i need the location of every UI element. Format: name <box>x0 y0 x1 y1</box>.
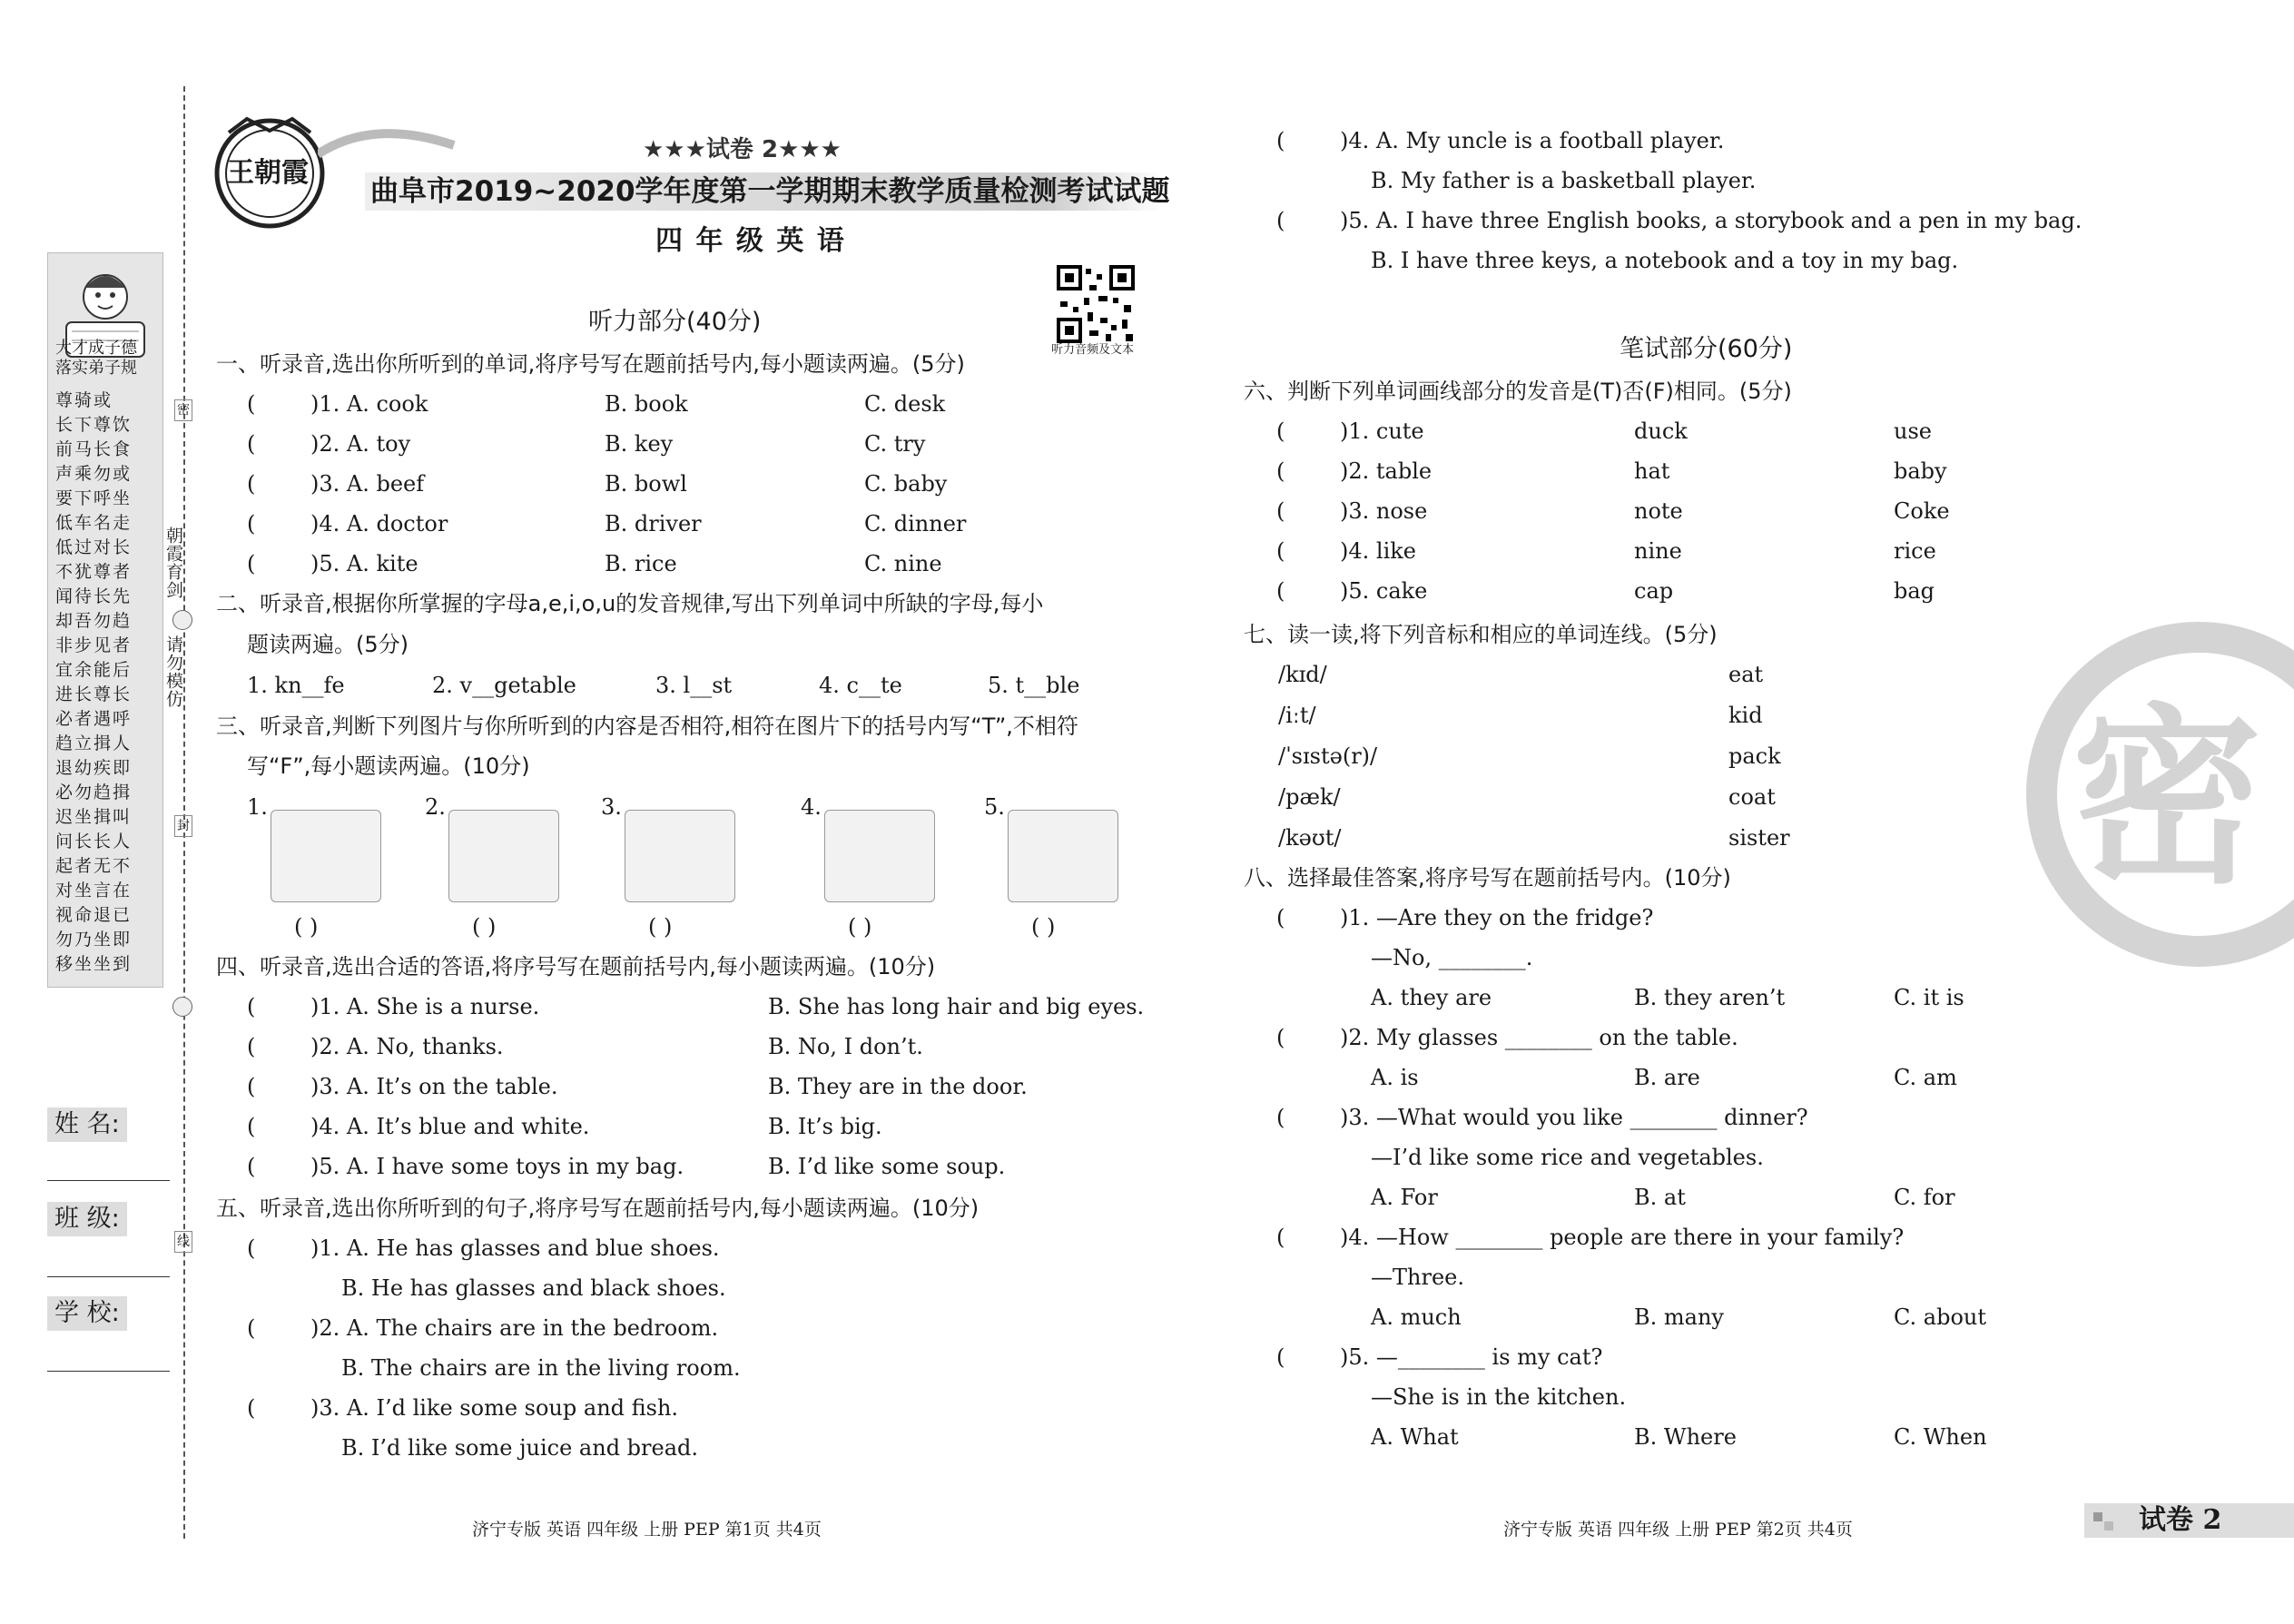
name-label: 姓 名: <box>54 1110 120 1138</box>
s3-answer-paren[interactable]: ( ) <box>294 914 319 940</box>
section-1-title: 一、听录音,选出你所听到的单词,将序号写在题前括号内,每小题读两遍。(5分) <box>216 351 965 377</box>
s8-response: —I’d like some rice and vegetables. <box>1371 1145 1764 1170</box>
s7-phonetic: /kɪd/ <box>1278 662 1327 687</box>
paper-tag: ★★★试卷 2★★★ <box>643 136 842 163</box>
answer-paren-s8[interactable]: ( <box>1276 1025 1285 1050</box>
answer-paren-s1[interactable]: ( <box>247 511 256 536</box>
s8-option-b: B. are <box>1634 1065 1700 1090</box>
s1-option-c: C. desk <box>864 391 946 417</box>
answer-paren-s6[interactable]: ( <box>1276 538 1285 564</box>
poem-line: 问长长人 <box>55 832 133 851</box>
poem-line: 要下呼坐 <box>55 488 133 508</box>
s4-option-a: )1. A. She is a nurse. <box>310 994 540 1019</box>
s8-option-c: C. When <box>1894 1424 1987 1450</box>
s6-word-3: baby <box>1894 458 1947 484</box>
poem-line: 视命退已 <box>55 905 133 925</box>
exam-title: 曲阜市2019~2020学年度第一学期期末教学质量检测考试试题 <box>370 175 1170 208</box>
s7-phonetic: /iːt/ <box>1278 703 1316 728</box>
answer-paren-s1[interactable]: ( <box>247 391 256 417</box>
s7-phonetic: /kəʊt/ <box>1278 825 1342 851</box>
s6-word-1: )1. cute <box>1340 418 1424 444</box>
s3-answer-paren[interactable]: ( ) <box>648 914 673 940</box>
answer-paren-s6[interactable]: ( <box>1276 578 1285 604</box>
s6-word-3: use <box>1894 418 1932 444</box>
poem-line: 迟坐揖叫 <box>55 807 133 827</box>
s2-word: 5. t__ble <box>988 673 1080 698</box>
writing-part-title: 笔试部分(60分) <box>1620 335 1793 363</box>
poem-line: 却吾勿趋 <box>55 611 133 631</box>
s1-option-b: B. book <box>605 391 688 417</box>
sidebar-vertical-text-1: 朝霞育剑 <box>163 527 183 599</box>
s1-option-b: B. driver <box>605 511 702 536</box>
s1-option-c: C. dinner <box>864 511 967 536</box>
poem-line: 进长尊长 <box>55 684 133 704</box>
s5-option-a: )2. A. The chairs are in the bedroom. <box>310 1315 719 1341</box>
qr-caption: 听力音频及文本 <box>1051 343 1135 357</box>
cut-mark-3: 线 <box>174 1231 192 1253</box>
seal-character: 密 <box>2072 687 2263 910</box>
s7-phonetic: /ˈsɪstə(r)/ <box>1278 743 1378 769</box>
s1-option-a: )5. A. kite <box>310 551 418 576</box>
s6-word-1: )5. cake <box>1340 578 1428 604</box>
corner-deco-square-2 <box>2104 1521 2113 1530</box>
answer-paren-s6[interactable]: ( <box>1276 458 1285 484</box>
school-label: 学 校: <box>54 1299 120 1327</box>
s1-option-a: )4. A. doctor <box>310 511 448 536</box>
s8-question: )4. —How ________ people are there in your family? <box>1340 1225 1905 1250</box>
section-5-title: 五、听录音,选出你所听到的句子,将序号写在题前括号内,每小题读两遍。(10分) <box>216 1196 980 1221</box>
section-4-title: 四、听录音,选出合适的答语,将序号写在题前括号内,每小题读两遍。(10分) <box>216 954 936 979</box>
s3-answer-paren[interactable]: ( ) <box>472 914 497 940</box>
sidebar-vertical-text-2: 请勿模仿 <box>163 635 183 708</box>
s5-option-a: )4. A. My uncle is a football player. <box>1340 128 1725 153</box>
s7-word: pack <box>1728 743 1781 769</box>
s3-picture-number: 4. <box>801 794 822 820</box>
s5-option-a: )3. A. I’d like some soup and fish. <box>310 1395 679 1421</box>
answer-paren-s5[interactable]: ( <box>247 1395 256 1421</box>
s8-response: —She is in the kitchen. <box>1371 1384 1627 1410</box>
s8-question: )3. —What would you like ________ dinner? <box>1340 1105 1808 1130</box>
s4-option-a: )4. A. It’s blue and white. <box>310 1114 590 1139</box>
poem-line: 勿乃坐即 <box>55 930 133 950</box>
s3-answer-paren[interactable]: ( ) <box>848 914 872 940</box>
answer-paren-s8[interactable]: ( <box>1276 1344 1285 1370</box>
s6-word-2: nine <box>1634 538 1682 564</box>
s4-option-a: )3. A. It’s on the table. <box>310 1074 558 1099</box>
section-6-title: 六、判断下列单词画线部分的发音是(T)否(F)相同。(5分) <box>1244 379 1792 404</box>
s1-option-a: )1. A. cook <box>310 391 428 417</box>
s8-option-c: C. it is <box>1894 985 1964 1010</box>
section-2-title-line-2: 题读两遍。(5分) <box>247 632 409 657</box>
s4-option-b: B. I’d like some soup. <box>768 1154 1006 1179</box>
s7-word: coat <box>1728 784 1776 810</box>
s8-option-c: C. for <box>1894 1185 1955 1210</box>
s2-word: 2. v__getable <box>432 673 576 698</box>
s1-option-a: )3. A. beef <box>310 471 425 497</box>
s5-option-a: )5. A. I have three English books, a storybook and a pen in my bag. <box>1340 208 2082 233</box>
answer-paren-s5[interactable]: ( <box>1276 208 1285 233</box>
s6-word-3: rice <box>1894 538 1936 564</box>
poem-line: 必勿趋揖 <box>55 782 133 802</box>
s1-option-b: B. key <box>605 431 674 457</box>
s3-picture-book <box>1008 810 1118 902</box>
cut-mark-1: 密 <box>174 399 192 421</box>
class-label: 班 级: <box>54 1205 120 1233</box>
s8-option-a: A. What <box>1371 1424 1459 1450</box>
s1-option-c: C. try <box>864 431 926 457</box>
s2-word: 3. l__st <box>655 673 733 698</box>
poem-line: 闻待长先 <box>55 586 133 606</box>
s6-word-3: Coke <box>1894 498 1950 524</box>
s1-option-b: B. bowl <box>605 471 687 497</box>
poem-line: 低车名走 <box>55 513 133 533</box>
s3-picture-number: 2. <box>425 794 446 820</box>
s7-word: sister <box>1728 825 1790 851</box>
s1-option-a: )2. A. toy <box>310 431 411 457</box>
s4-option-b: B. No, I don’t. <box>768 1034 923 1059</box>
s5-option-b: B. I have three keys, a notebook and a toy in my bag. <box>1371 248 1959 273</box>
poem-line: 起者无不 <box>55 856 133 876</box>
s3-picture-number: 1. <box>247 794 268 820</box>
s5-option-b: B. My father is a basketball player. <box>1371 168 1757 193</box>
s5-option-b: B. The chairs are in the living room. <box>341 1355 741 1381</box>
corner-paper-tag: 试卷 2 <box>2139 1504 2222 1536</box>
s5-option-b: B. I’d like some juice and bread. <box>341 1435 699 1461</box>
s8-option-b: B. Where <box>1634 1424 1737 1450</box>
poem-line: 前马长食 <box>55 439 133 459</box>
poem-line: 退幼疾即 <box>55 758 133 778</box>
cartoon-caption-2: 落实弟子规 <box>55 359 137 378</box>
poem-line: 低过对长 <box>55 537 133 557</box>
name-field[interactable] <box>47 1180 170 1181</box>
answer-paren-s4[interactable]: ( <box>247 1074 256 1099</box>
left-page-footer: 济宁专版 英语 四年级 上册 PEP 第1页 共4页 <box>472 1520 822 1540</box>
s6-word-1: )4. like <box>1340 538 1416 564</box>
s8-option-a: A. For <box>1371 1185 1438 1210</box>
s5-option-a: )1. A. He has glasses and blue shoes. <box>310 1235 720 1261</box>
s8-option-a: A. they are <box>1371 985 1492 1010</box>
s4-option-b: B. They are in the door. <box>768 1074 1028 1099</box>
answer-paren-s1[interactable]: ( <box>247 471 256 497</box>
s1-option-c: C. nine <box>864 551 942 576</box>
s8-option-c: C. about <box>1894 1304 1986 1330</box>
s8-question: )2. My glasses ________ on the table. <box>1340 1025 1738 1050</box>
answer-paren-s6[interactable]: ( <box>1276 498 1285 524</box>
s6-word-1: )2. table <box>1340 458 1433 484</box>
s4-option-a: )2. A. No, thanks. <box>310 1034 504 1059</box>
section-7-title: 七、读一读,将下列音标和相应的单词连线。(5分) <box>1244 622 1718 647</box>
s3-answer-paren[interactable]: ( ) <box>1031 914 1056 940</box>
s6-word-1: )3. nose <box>1340 498 1428 524</box>
s8-option-a: A. is <box>1371 1065 1419 1090</box>
s1-option-b: B. rice <box>605 551 677 576</box>
s8-question: )1. —Are they on the fridge? <box>1340 905 1654 930</box>
s8-response: —No, ________. <box>1371 945 1533 970</box>
s6-word-2: duck <box>1634 418 1688 444</box>
ribbon-decoration-icon <box>318 118 463 172</box>
s4-option-b: B. She has long hair and big eyes. <box>768 994 1145 1019</box>
s2-word: 4. c__te <box>819 673 902 698</box>
s7-word: kid <box>1728 703 1763 728</box>
s8-question: )5. —________ is my cat? <box>1340 1344 1603 1370</box>
answer-paren-s5[interactable]: ( <box>1276 128 1285 153</box>
answer-paren-s6[interactable]: ( <box>1276 418 1285 444</box>
s8-option-a: A. much <box>1371 1304 1462 1330</box>
section-3-title-line-1: 三、听录音,判断下列图片与你所听到的内容是否相符,相符在图片下的括号内写“T”,不相符 <box>216 714 1078 739</box>
section-3-title-line-2: 写“F”,每小题读两遍。(10分) <box>247 753 530 779</box>
poem-line: 移坐坐到 <box>55 954 133 974</box>
section-2-title-line-1: 二、听录音,根据你所掌握的字母a,e,i,o,u的发音规律,写出下列单词中所缺的字母,每小 <box>216 591 1044 616</box>
s7-phonetic: /pæk/ <box>1278 784 1341 810</box>
exam-subtitle: 四 年 级 英 语 <box>655 225 846 257</box>
section-8-title: 八、选择最佳答案,将序号写在题前括号内。(10分) <box>1244 865 1731 891</box>
s3-picture-cartoon-boy <box>448 810 559 902</box>
poem-line: 非步见者 <box>55 635 133 655</box>
s3-picture-bedroom <box>625 810 735 902</box>
poem-line: 必者遇呼 <box>55 709 133 729</box>
poem-line: 长下尊饮 <box>55 415 133 435</box>
answer-paren-s4[interactable]: ( <box>247 1154 256 1179</box>
listening-part-title: 听力部分(40分) <box>588 308 762 336</box>
answer-paren-s8[interactable]: ( <box>1276 905 1285 930</box>
class-field[interactable] <box>47 1276 170 1277</box>
right-page-footer: 济宁专版 英语 四年级 上册 PEP 第2页 共4页 <box>1503 1520 1853 1540</box>
answer-paren-s4[interactable]: ( <box>247 1034 256 1059</box>
s4-option-b: B. It’s big. <box>768 1114 882 1139</box>
poem-line: 对坐言在 <box>55 881 133 901</box>
s6-word-2: hat <box>1634 458 1670 484</box>
answer-paren-s1[interactable]: ( <box>247 551 256 576</box>
s8-response: —Three. <box>1371 1265 1464 1290</box>
qr-code-icon[interactable] <box>1057 265 1135 343</box>
binding-dashed-line <box>183 86 185 1539</box>
corner-deco-square-1 <box>2093 1512 2102 1521</box>
s8-option-b: B. they aren’t <box>1634 985 1786 1010</box>
answer-paren-s8[interactable]: ( <box>1276 1225 1285 1250</box>
answer-paren-s5[interactable]: ( <box>247 1235 256 1261</box>
s3-picture-chopsticks <box>824 810 935 902</box>
s1-option-c: C. baby <box>864 471 948 497</box>
answer-paren-s1[interactable]: ( <box>247 431 256 457</box>
poem-line: 声乘勿或 <box>55 464 133 484</box>
logo-text: 王朝霞 <box>227 157 309 189</box>
answer-paren-s5[interactable]: ( <box>247 1315 256 1341</box>
s3-picture-number: 5. <box>984 794 1005 820</box>
cut-mark-2: 封 <box>174 815 192 837</box>
s3-picture-number: 3. <box>601 794 622 820</box>
sidebar-circle-2 <box>172 997 192 1017</box>
s4-option-a: )5. A. I have some toys in my bag. <box>310 1154 684 1179</box>
di-zi-gui-poem <box>54 389 157 979</box>
s8-option-c: C. am <box>1894 1065 1957 1090</box>
poem-line: 趋立揖人 <box>55 733 133 753</box>
s7-word: eat <box>1728 662 1764 687</box>
s8-option-b: B. many <box>1634 1304 1724 1330</box>
answer-paren-s4[interactable]: ( <box>247 994 256 1019</box>
s2-word: 1. kn__fe <box>247 673 345 698</box>
s6-word-2: note <box>1634 498 1683 524</box>
s5-option-b: B. He has glasses and black shoes. <box>341 1275 726 1301</box>
answer-paren-s8[interactable]: ( <box>1276 1105 1285 1130</box>
s6-word-2: cap <box>1634 578 1674 604</box>
answer-paren-s4[interactable]: ( <box>247 1114 256 1139</box>
cartoon-caption-1: 大才成子德 <box>55 339 137 358</box>
poem-line: 尊骑或 <box>55 390 113 410</box>
poem-line: 不犹尊者 <box>55 562 133 582</box>
s3-picture-roast-chicken <box>271 810 381 902</box>
sidebar-cartoon-panel <box>47 252 163 988</box>
s8-option-b: B. at <box>1634 1185 1686 1210</box>
school-field[interactable] <box>47 1371 170 1372</box>
poem-line: 宜余能后 <box>55 660 133 680</box>
s6-word-3: bag <box>1894 578 1935 604</box>
sidebar-circle-1 <box>172 610 192 630</box>
